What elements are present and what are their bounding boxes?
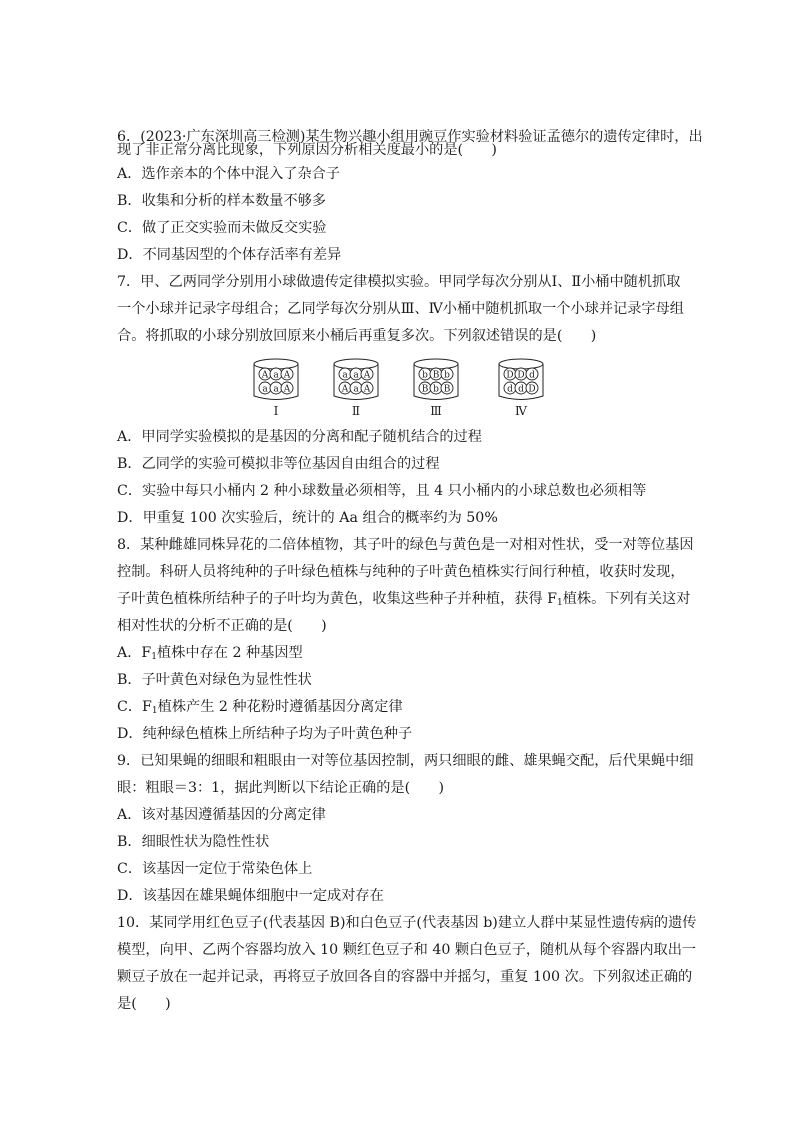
bucket-label: Ⅰ [273,404,279,418]
q7-stem-line-2: 一个小球并记录字母组合；乙同学每次分别从Ⅲ、Ⅳ小桶中随机抓取一个小球并记录字母组 [117,301,684,317]
q8-option-d: D．纯种绿色植株上所结种子均为子叶黄色种子 [117,726,413,742]
bucket-rim [499,359,543,369]
bucket-rim [334,359,378,369]
ball-label: A [283,370,291,381]
ball-label: a [273,384,279,395]
q10-stem-line-1: 10．某同学用红色豆子(代表基因 B)和白色豆子(代表基因 b)建立人群中某显性遗传病的遗传 [117,915,697,931]
q7-stem-line-1: 7．甲、乙两同学分别用小球做遗传定律模拟实验。甲同学每次分别从Ⅰ、Ⅱ小桶中随机抓取 [117,274,681,290]
q10-stem-line-4: 是( ) [117,996,171,1012]
ball-label: A [363,384,371,395]
ball-label: a [353,370,359,381]
q8-option-b: B．子叶黄色对绿色为显性性状 [117,672,312,688]
q8-stem-line-1: 8．某种雌雄同株异花的二倍体植物，其子叶的绿色与黄色是一对相对性状，受一对等位基因 [117,537,694,553]
q9-stem-line-1: 9．已知果蝇的细眼和粗眼由一对等位基因控制，两只细眼的雌、雄果蝇交配，后代果蝇中细 [117,753,694,769]
bucket-label: Ⅳ [515,404,527,418]
q8-stem-line-3: 子叶黄色植株所结种子的子叶均为黄色，收集这些种子并种植，获得 $F_1$植株。下列有关这对 [117,591,691,608]
q7-option-d: D．甲重复 100 次实验后，统计的 Aa 组合的概率约为 50% [117,510,498,526]
ball-label: a [342,370,348,381]
bucket-1 [254,359,298,418]
q6-option-d: D．不同基因型的个体存活率有差异 [117,247,342,263]
ball-label: D [517,370,525,381]
bucket-figure [250,356,550,418]
bucket-3 [414,359,458,418]
ball-label: D [506,370,514,381]
bucket-rim [414,359,458,369]
q7-option-a: A．甲同学实验模拟的是基因的分离和配子随机结合的过程 [117,429,482,445]
q8-option-c: C．$F_1$植株产生 2 种花粉时遵循基因分离定律 [117,699,403,716]
ball-label: D [528,384,536,395]
bucket-rim [254,359,298,369]
q8-stem-line-2: 控制。科研人员将纯种的子叶绿色植株与纯种的子叶黄色植株实行间行种植，收获时发现， [117,564,685,580]
ball-label: A [261,370,269,381]
ball-label: d [507,384,513,395]
ball-label: A [341,384,349,395]
bucket-2 [334,359,378,418]
q9-stem-line-2: 眼：粗眼＝3：1，据此判断以下结论正确的是( ) [117,780,445,796]
ball-label: a [353,384,359,395]
ball-label: B [443,384,451,395]
bucket-label: Ⅲ [430,404,442,418]
q8-stem-line-4: 相对性状的分析不正确的是( ) [117,618,327,634]
q7-stem-line-3: 合。将抓取的小球分别放回原来小桶后再重复多次。下列叙述错误的是( ) [117,328,597,344]
q10-stem-line-3: 颗豆子放在一起并记录，再将豆子放回各自的容器中并摇匀，重复 100 次。下列叙述正确的 [117,969,693,985]
bucket-4 [499,359,543,418]
q7-option-b: B．乙同学的实验可模拟非等位基因自由组合的过程 [117,456,440,472]
ball-label: d [518,384,524,395]
ball-label: b [433,384,439,395]
q9-option-a: A．该对基因遵循基因的分离定律 [117,807,326,823]
ball-label: a [273,370,279,381]
q9-option-b: B．细眼性状为隐性性状 [117,834,270,850]
q6-stem-line-2: 现了非正常分离比现象，下列原因分析相关度最小的是( ) [117,142,497,158]
q9-option-c: C．该基因一定位于常染色体上 [117,861,313,877]
ball-label: a [262,384,268,395]
ball-label: A [363,370,371,381]
ball-label: b [422,370,428,381]
ball-label: A [283,384,291,395]
q8-option-a: A．$F_1$植株中存在 2 种基因型 [117,645,303,662]
ball-label: b [444,370,450,381]
q6-option-a: A．选作亲本的个体中混入了杂合子 [117,166,341,182]
q6-stem-line-1: 6．(2023·广东深圳高三检测)某生物兴趣小组用豌豆作实验材料验证孟德尔的遗传定律时，出 [117,129,703,145]
q9-option-d: D．该基因在雄果蝇体细胞中一定成对存在 [117,888,384,904]
bucket-label: Ⅱ [351,404,361,418]
q10-stem-line-2: 模型，向甲、乙两个容器均放入 10 颗红色豆子和 40 颗白色豆子，随机从每个容器内取出一 [117,942,697,958]
ball-label: B [432,370,440,381]
ball-label: B [421,384,429,395]
q6-option-c: C．做了正交实验而未做反交实验 [117,220,327,236]
ball-label: d [529,370,535,381]
q7-option-c: C．实验中每只小桶内 2 种小球数量必须相等，且 4 只小桶内的小球总数也必须相等 [117,483,647,499]
q6-option-b: B．收集和分析的样本数量不够多 [117,193,327,209]
